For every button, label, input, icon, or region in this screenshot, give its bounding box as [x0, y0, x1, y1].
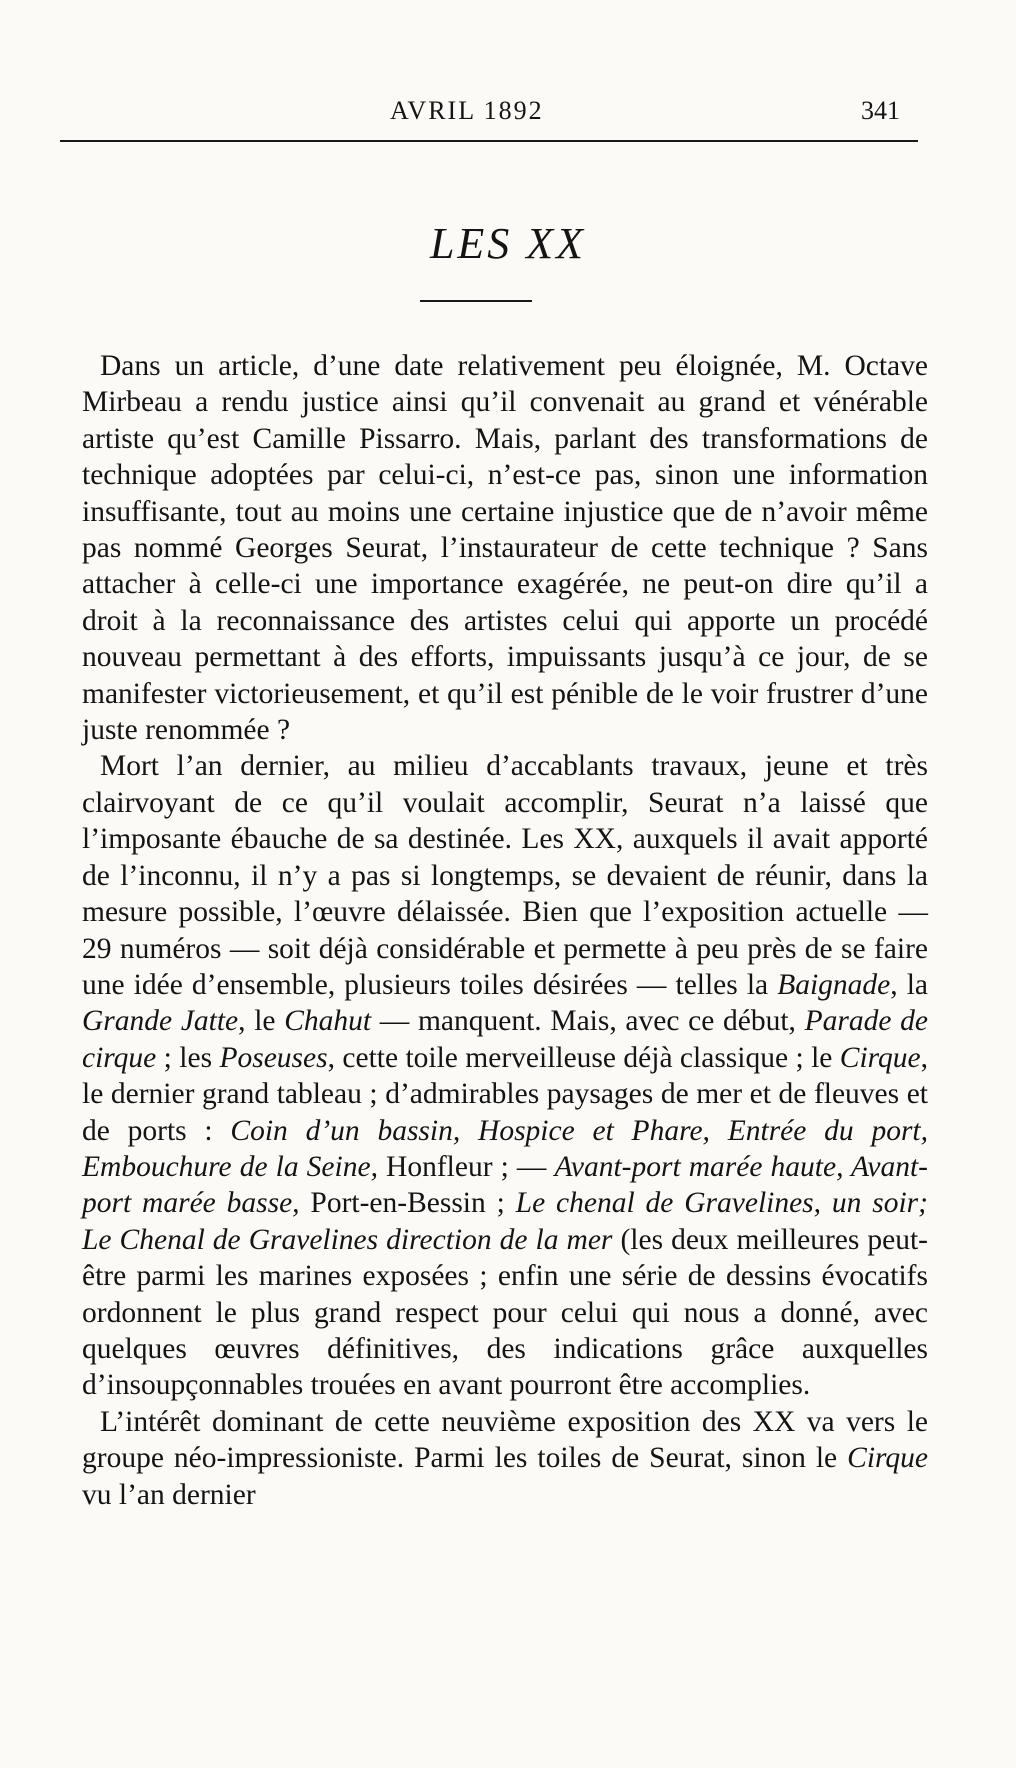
- paragraph-3-text: vu l’an dernier: [82, 1478, 256, 1511]
- work-title-chahut: Chahut: [284, 1005, 372, 1038]
- paragraph-2-text: Port-en-Bessin ;: [299, 1187, 516, 1220]
- paragraph-2-text: — manquent. Mais, avec ce début,: [371, 1005, 805, 1038]
- title-rule: [420, 300, 532, 302]
- paragraph-3: [82, 1404, 928, 1513]
- article-title: LES XX: [429, 219, 587, 268]
- work-titles-marines: Coin d’un bassin, Hospice et Phare, Entrée du port, Embouchure de la Seine,: [82, 1114, 928, 1183]
- work-title-parade: Parade de cirque: [82, 1005, 929, 1074]
- paragraph-2: [82, 748, 928, 1403]
- work-title-poseuses: Poseuses: [219, 1041, 328, 1074]
- work-titles-gravelines: Le chenal de Gravelines, un soir; Le Chenal de Gravelines direction de la mer: [82, 1187, 928, 1256]
- paragraph-1: [82, 348, 928, 748]
- paragraph-2-text: Mort l’an dernier, au milieu d’accablants travaux, jeune et très clairvoyant de ce qu’il voulait accomplir, Seurat n’a laissé que l’imposante ébauche de sa destinée. Les XX, auxquels il avait apporté de l’inconnu, il n’y a pas si longtemps, se devaient de réunir, dans la mesure possible, l’œuvre délaissée. Bien que l’exposition actuelle — 29 numéros — soit déjà considérable et permette à peu près de se faire une idée d’ensemble, plusieurs toiles désirées — telles la: [82, 750, 928, 1001]
- paragraph-2-text: , la: [890, 968, 928, 1001]
- paragraph-2-text: Honfleur ; —: [377, 1150, 555, 1183]
- paragraph-1-text: Dans un article, d’une date relativement peu éloignée, M. Octave Mirbeau a rendu justice ainsi qu’il convenait au grand et vénérable artiste qu’est Camille Pissarro. Mais, parlant des transformations de technique adoptées par celui-ci, n’est-ce pas, sinon une information insuffisante, tout au moins une certaine injustice que de n’avoir même pas nommé Georges Seurat, l’instaurateur de cette technique ? Sans attacher à celle-ci une importance exagérée, ne peut-on dire qu’il a droit à la reconnaissance des artistes celui qui apporte un procédé nouveau permettant à des efforts, impuissants jusqu’à ce jour, de se manifester victorieusement, et qu’il est pénible de le voir frustrer d’une juste renommée ?: [82, 350, 928, 747]
- page-number: 341: [861, 96, 900, 125]
- paragraph-2-text: , le dernier grand tableau ; d’admirables paysages de mer et de fleuves et de ports :: [82, 1041, 928, 1147]
- running-head: [60, 96, 900, 132]
- running-head-date: AVRIL 1892: [390, 96, 544, 125]
- paragraph-2-text: , le: [238, 1005, 285, 1038]
- paragraph-2-text: ; les: [156, 1041, 220, 1074]
- work-title-cirque: Cirque: [847, 1442, 928, 1475]
- work-title-baignade: Baignade: [777, 968, 891, 1001]
- header-rule: [60, 140, 918, 142]
- work-title-cirque: Cirque: [839, 1041, 921, 1074]
- paragraph-2-text: , cette toile merveilleuse déjà classique ; le: [327, 1041, 840, 1074]
- work-titles-avant-port: Avant-port marée haute, Avant-port marée basse,: [82, 1150, 929, 1220]
- paragraph-2-text: (les deux meilleures peut-être parmi les marines exposées ; enfin une série de dessins évocatifs ordonnent le plus grand respect pour celui qui nous a donné, avec quelques œuvres définitives, des indications grâce auxquelles d’insoupçonnables trouées en avant pourront être accomplies.: [82, 1223, 929, 1402]
- article-body: [82, 348, 928, 1513]
- paragraph-3-text: L’intérêt dominant de cette neuvième exposition des XX va vers le groupe néo-impressioniste. Parmi les toiles de Seurat, sinon le: [82, 1405, 928, 1475]
- work-title-grande-jatte: Grande Jatte: [82, 1005, 239, 1038]
